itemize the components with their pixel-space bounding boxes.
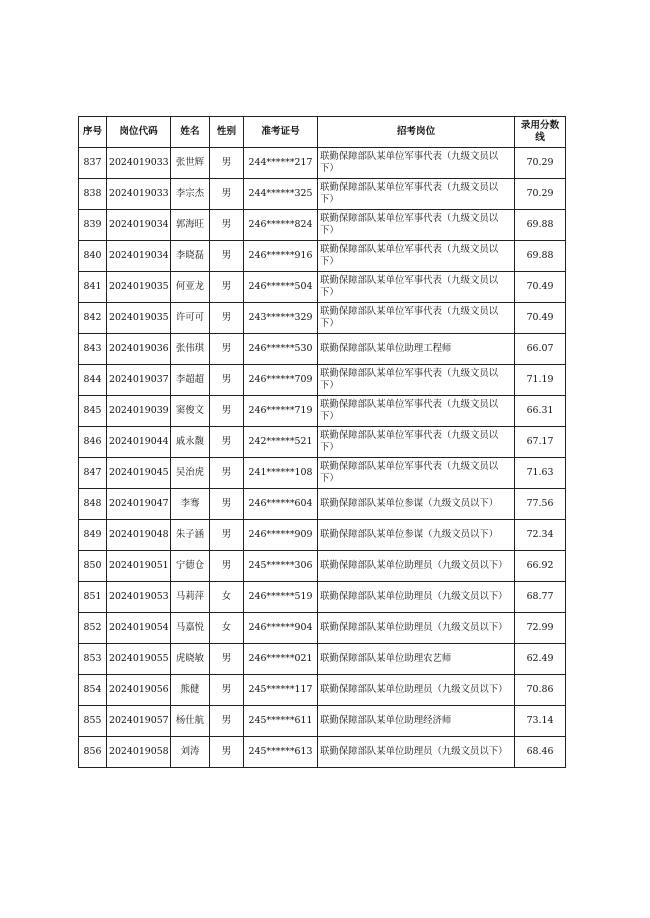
cell-name: 李骞 — [171, 489, 210, 520]
cell-index: 848 — [79, 489, 107, 520]
cell-position: 联勤保障部队某单位助理员（九级文员以下） — [318, 613, 515, 644]
header-score-line: 录用分数线 — [515, 117, 566, 148]
cell-score: 70.86 — [515, 675, 566, 706]
table-row — [79, 303, 566, 334]
cell-score: 72.99 — [515, 613, 566, 644]
table-row — [79, 365, 566, 396]
header-gender: 性别 — [210, 117, 244, 148]
cell-position: 联勤保障部队某单位军事代表（九级文员以下） — [318, 210, 515, 241]
table-row — [79, 396, 566, 427]
cell-position: 联勤保障部队某单位军事代表（九级文员以下） — [318, 241, 515, 272]
cell-score: 66.92 — [515, 551, 566, 582]
cell-name: 李晓磊 — [171, 241, 210, 272]
cell-exam-id: 246******904 — [244, 613, 318, 644]
cell-score: 67.17 — [515, 427, 566, 458]
cell-index: 850 — [79, 551, 107, 582]
cell-exam-id: 246******504 — [244, 272, 318, 303]
cell-index: 840 — [79, 241, 107, 272]
cell-index: 837 — [79, 148, 107, 179]
cell-position-code: 2024019045 — [107, 458, 171, 489]
cell-gender: 男 — [210, 303, 244, 334]
cell-position-code: 2024019053 — [107, 582, 171, 613]
cell-index: 842 — [79, 303, 107, 334]
cell-index: 838 — [79, 179, 107, 210]
cell-position-code: 2024019057 — [107, 706, 171, 737]
cell-name: 熊健 — [171, 675, 210, 706]
cell-position-code: 2024019035 — [107, 272, 171, 303]
cell-exam-id: 246******519 — [244, 582, 318, 613]
table-row — [79, 272, 566, 303]
cell-score: 70.49 — [515, 272, 566, 303]
cell-position: 联勤保障部队某单位参谋（九级文员以下） — [318, 520, 515, 551]
cell-gender: 男 — [210, 365, 244, 396]
cell-gender: 男 — [210, 675, 244, 706]
cell-position: 联勤保障部队某单位军事代表（九级文员以下） — [318, 148, 515, 179]
cell-score: 73.14 — [515, 706, 566, 737]
table-row — [79, 148, 566, 179]
table-body — [79, 148, 566, 768]
cell-position: 联勤保障部队某单位助理员（九级文员以下） — [318, 675, 515, 706]
cell-position-code: 2024019034 — [107, 210, 171, 241]
cell-name: 杨仕航 — [171, 706, 210, 737]
cell-position-code: 2024019035 — [107, 303, 171, 334]
cell-name: 李宗杰 — [171, 179, 210, 210]
cell-name: 朱子涵 — [171, 520, 210, 551]
cell-position-code: 2024019044 — [107, 427, 171, 458]
cell-score: 68.77 — [515, 582, 566, 613]
cell-position-code: 2024019033 — [107, 148, 171, 179]
table-row — [79, 427, 566, 458]
table-row — [79, 334, 566, 365]
cell-gender: 男 — [210, 148, 244, 179]
cell-index: 844 — [79, 365, 107, 396]
cell-name: 宁德仓 — [171, 551, 210, 582]
cell-position: 联勤保障部队某单位助理员（九级文员以下） — [318, 737, 515, 768]
cell-exam-id: 241******108 — [244, 458, 318, 489]
cell-name: 马莉萍 — [171, 582, 210, 613]
cell-score: 70.29 — [515, 179, 566, 210]
cell-index: 843 — [79, 334, 107, 365]
table-row — [79, 582, 566, 613]
cell-position: 联勤保障部队某单位助理农艺师 — [318, 644, 515, 675]
header-exam-id: 准考证号 — [244, 117, 318, 148]
cell-score: 71.63 — [515, 458, 566, 489]
cell-index: 851 — [79, 582, 107, 613]
cell-gender: 男 — [210, 458, 244, 489]
table-row — [79, 241, 566, 272]
cell-score: 68.46 — [515, 737, 566, 768]
cell-name: 许可可 — [171, 303, 210, 334]
cell-score: 69.88 — [515, 210, 566, 241]
cell-position-code: 2024019054 — [107, 613, 171, 644]
cell-exam-id: 242******521 — [244, 427, 318, 458]
cell-exam-id: 245******306 — [244, 551, 318, 582]
table-row — [79, 675, 566, 706]
cell-name: 郭海旺 — [171, 210, 210, 241]
cell-exam-id: 246******824 — [244, 210, 318, 241]
cell-score: 62.49 — [515, 644, 566, 675]
cell-position-code: 2024019033 — [107, 179, 171, 210]
cell-gender: 男 — [210, 489, 244, 520]
table-row — [79, 489, 566, 520]
cell-index: 846 — [79, 427, 107, 458]
cell-position-code: 2024019039 — [107, 396, 171, 427]
cell-position-code: 2024019056 — [107, 675, 171, 706]
cell-index: 853 — [79, 644, 107, 675]
cell-position-code: 2024019048 — [107, 520, 171, 551]
cell-index: 855 — [79, 706, 107, 737]
cell-exam-id: 244******325 — [244, 179, 318, 210]
cell-name: 张伟琪 — [171, 334, 210, 365]
cell-exam-id: 246******909 — [244, 520, 318, 551]
cell-index: 854 — [79, 675, 107, 706]
cell-name: 窦俊文 — [171, 396, 210, 427]
cell-name: 虎晓敏 — [171, 644, 210, 675]
cell-index: 841 — [79, 272, 107, 303]
cell-gender: 男 — [210, 179, 244, 210]
cell-position-code: 2024019058 — [107, 737, 171, 768]
header-index: 序号 — [79, 117, 107, 148]
cell-name: 李超超 — [171, 365, 210, 396]
cell-position-code: 2024019036 — [107, 334, 171, 365]
table-row — [79, 179, 566, 210]
cell-position: 联勤保障部队某单位助理工程师 — [318, 334, 515, 365]
cell-gender: 男 — [210, 334, 244, 365]
table-row — [79, 613, 566, 644]
cell-gender: 男 — [210, 551, 244, 582]
cell-index: 845 — [79, 396, 107, 427]
cell-gender: 男 — [210, 241, 244, 272]
results-table-container — [78, 116, 565, 768]
cell-index: 839 — [79, 210, 107, 241]
cell-position: 联勤保障部队某单位军事代表（九级文员以下） — [318, 179, 515, 210]
cell-gender: 女 — [210, 613, 244, 644]
cell-index: 856 — [79, 737, 107, 768]
cell-position: 联勤保障部队某单位军事代表（九级文员以下） — [318, 396, 515, 427]
cell-position-code: 2024019051 — [107, 551, 171, 582]
table-row — [79, 737, 566, 768]
cell-exam-id: 246******530 — [244, 334, 318, 365]
cell-gender: 男 — [210, 210, 244, 241]
cell-exam-id: 244******217 — [244, 148, 318, 179]
cell-position: 联勤保障部队某单位军事代表（九级文员以下） — [318, 427, 515, 458]
cell-score: 77.56 — [515, 489, 566, 520]
cell-score: 69.88 — [515, 241, 566, 272]
cell-position: 联勤保障部队某单位助理经济师 — [318, 706, 515, 737]
cell-gender: 男 — [210, 396, 244, 427]
cell-name: 戚永馥 — [171, 427, 210, 458]
header-position-code: 岗位代码 — [107, 117, 171, 148]
table-row — [79, 706, 566, 737]
cell-position: 联勤保障部队某单位军事代表（九级文员以下） — [318, 272, 515, 303]
cell-name: 刘涛 — [171, 737, 210, 768]
table-row — [79, 551, 566, 582]
cell-gender: 男 — [210, 272, 244, 303]
cell-score: 66.31 — [515, 396, 566, 427]
cell-gender: 男 — [210, 427, 244, 458]
cell-name: 张世辉 — [171, 148, 210, 179]
cell-exam-id: 246******709 — [244, 365, 318, 396]
cell-position-code: 2024019034 — [107, 241, 171, 272]
cell-position-code: 2024019055 — [107, 644, 171, 675]
table-row — [79, 644, 566, 675]
cell-index: 847 — [79, 458, 107, 489]
cell-exam-id: 246******604 — [244, 489, 318, 520]
cell-exam-id: 245******117 — [244, 675, 318, 706]
cell-index: 849 — [79, 520, 107, 551]
cell-name: 马嘉悦 — [171, 613, 210, 644]
cell-score: 72.34 — [515, 520, 566, 551]
cell-exam-id: 243******329 — [244, 303, 318, 334]
cell-gender: 男 — [210, 706, 244, 737]
cell-position-code: 2024019037 — [107, 365, 171, 396]
admission-results-table — [78, 116, 566, 768]
cell-exam-id: 246******719 — [244, 396, 318, 427]
cell-position: 联勤保障部队某单位军事代表（九级文员以下） — [318, 458, 515, 489]
cell-position: 联勤保障部队某单位助理员（九级文员以下） — [318, 582, 515, 613]
cell-position: 联勤保障部队某单位军事代表（九级文员以下） — [318, 365, 515, 396]
table-header-row — [79, 117, 566, 148]
cell-position-code: 2024019047 — [107, 489, 171, 520]
cell-name: 吴治虎 — [171, 458, 210, 489]
cell-score: 71.19 — [515, 365, 566, 396]
cell-index: 852 — [79, 613, 107, 644]
cell-score: 70.49 — [515, 303, 566, 334]
cell-position: 联勤保障部队某单位军事代表（九级文员以下） — [318, 303, 515, 334]
cell-score: 70.29 — [515, 148, 566, 179]
cell-gender: 男 — [210, 644, 244, 675]
cell-gender: 女 — [210, 582, 244, 613]
cell-exam-id: 245******613 — [244, 737, 318, 768]
table-row — [79, 210, 566, 241]
cell-gender: 男 — [210, 737, 244, 768]
cell-position: 联勤保障部队某单位参谋（九级文员以下） — [318, 489, 515, 520]
table-row — [79, 458, 566, 489]
cell-score: 66.07 — [515, 334, 566, 365]
cell-gender: 男 — [210, 520, 244, 551]
header-position: 招考岗位 — [318, 117, 515, 148]
cell-exam-id: 246******021 — [244, 644, 318, 675]
cell-name: 何亚龙 — [171, 272, 210, 303]
table-row — [79, 520, 566, 551]
cell-position: 联勤保障部队某单位助理员（九级文员以下） — [318, 551, 515, 582]
cell-exam-id: 246******916 — [244, 241, 318, 272]
cell-exam-id: 245******611 — [244, 706, 318, 737]
header-name: 姓名 — [171, 117, 210, 148]
